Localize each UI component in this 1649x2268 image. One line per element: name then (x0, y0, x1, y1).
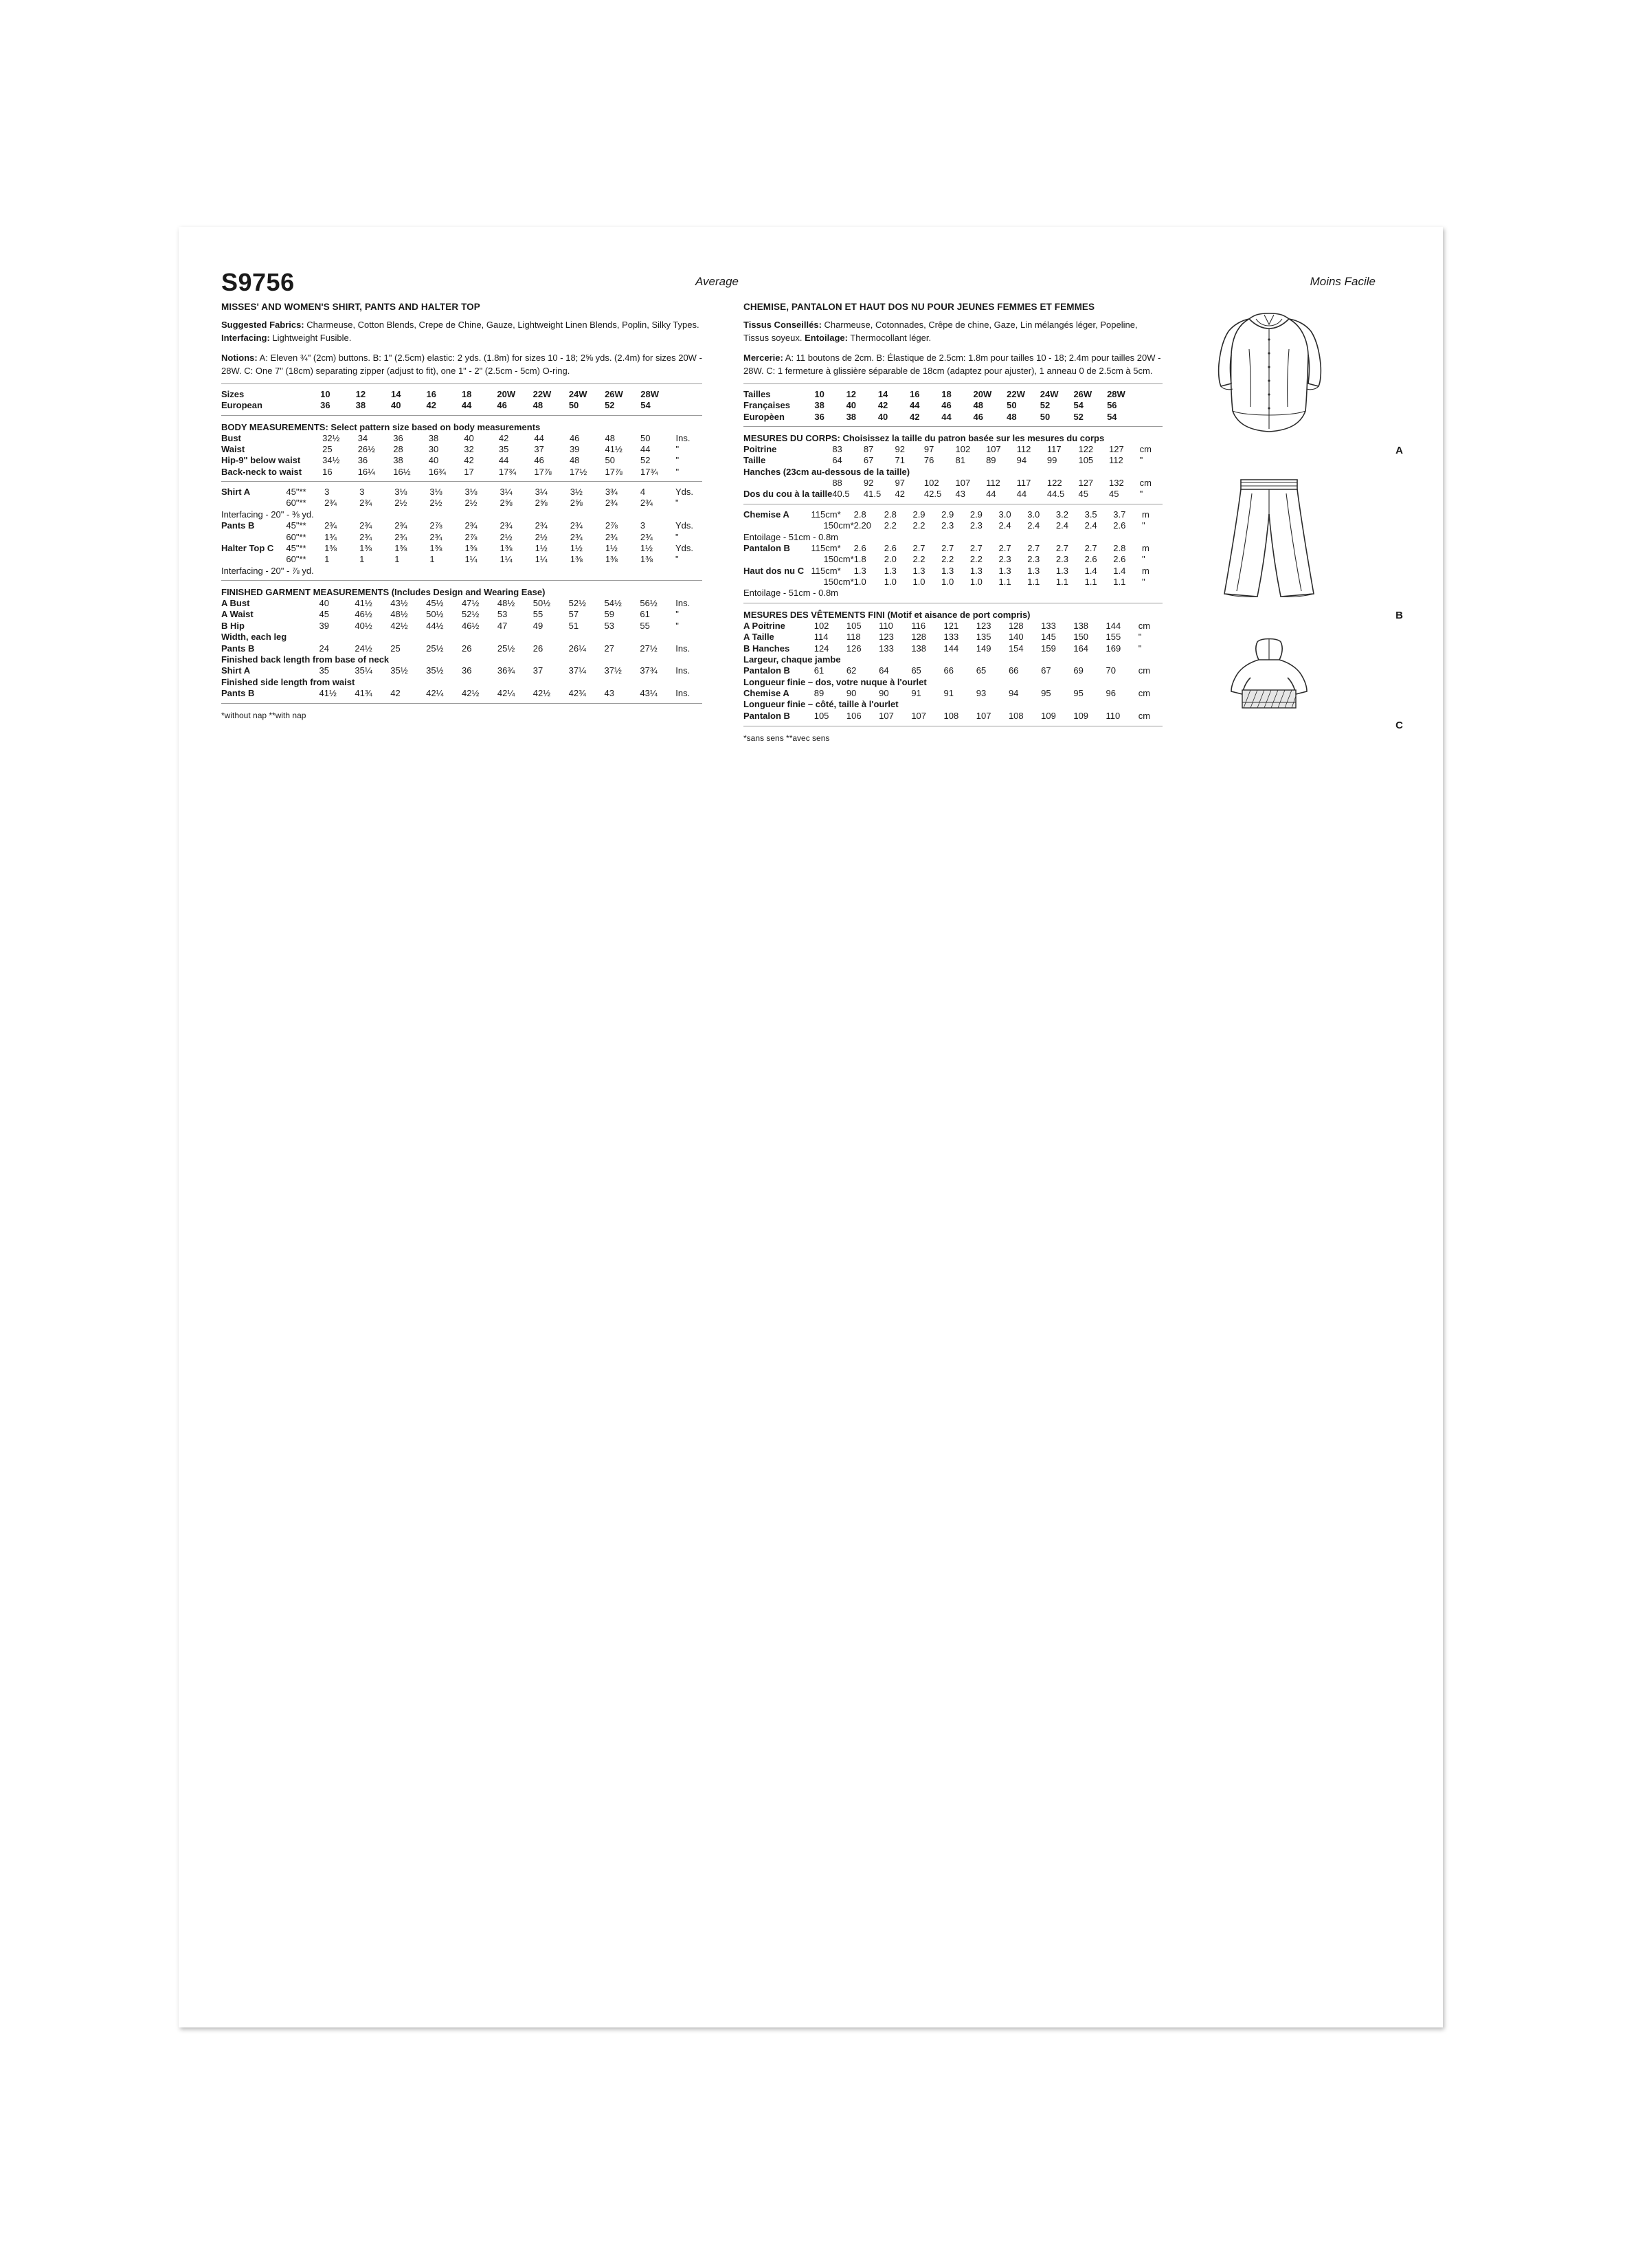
size-cell: 22W (532, 388, 552, 399)
french-column (743, 301, 1163, 743)
table-row: Hip-9" below waist 34½ 36 38 40 42 44 46 48 50 52 " (221, 455, 680, 466)
size-cell: 14 (391, 388, 401, 399)
view-a-label: A (1395, 445, 1403, 456)
english-column (221, 301, 702, 720)
row-label: Chemise A (743, 509, 789, 520)
europeen-label: Europèen (743, 411, 785, 422)
notions-label: Notions: (221, 352, 258, 363)
row-label: Hanches (23cm au-dessous de la taille) (743, 466, 910, 477)
fabric-width: 150cm* (823, 520, 854, 531)
row-label: Chemise A (743, 688, 789, 699)
row-label: Pants B (221, 520, 255, 531)
fabric-width: 115cm* (811, 565, 841, 576)
size-cell: 36 (320, 400, 330, 411)
interfacing-note: Interfacing - 20" - ⅜ yd. (221, 509, 314, 520)
table-row (221, 632, 702, 643)
table-row: Taille 64 67 71 76 81 89 94 99 105 112 " (743, 455, 1143, 466)
table-row (221, 654, 702, 665)
table-row (221, 388, 702, 399)
english-fabrics (221, 318, 702, 344)
table-row (743, 676, 1163, 687)
row-label: Largeur, chaque jambe (743, 654, 841, 665)
table-row: B Hip 39 40½ 42½ 44½ 46½ 47 49 51 53 55 " (221, 620, 679, 631)
row-label: Finished back length from base of neck (221, 654, 390, 665)
size-cell: 16 (426, 388, 436, 399)
difficulty-english: Average (695, 275, 739, 288)
table-row: Chemise A 115cm* 2.8 2.8 2.9 2.9 2.9 3.0 3.0 3.2 3.5 3.7 m (743, 509, 1149, 520)
size-cell: 46 (497, 400, 507, 411)
size-cell: 18 (461, 388, 472, 399)
table-row: Shirt A 35 35¼ 35½ 35½ 36 36¾ 37 37¼ 37½ 37¾ Ins. (221, 665, 691, 676)
pattern-envelope-back (179, 227, 1443, 2027)
fabric-width: 150cm* (823, 554, 854, 565)
row-label (743, 554, 811, 565)
french-body-table (743, 443, 1163, 500)
row-label: Poitrine (743, 443, 777, 454)
table-row (743, 531, 1163, 542)
fabric-width: 60"** (286, 531, 306, 542)
interfacing-note-fr: Entoilage - 51cm - 0.8m (743, 531, 839, 542)
size-cell: 50 (568, 400, 579, 411)
french-footnote: *sans sens **avec sens (743, 733, 830, 743)
french-title: CHEMISE, PANTALON ET HAUT DOS NU POUR JEUNES FEMMES ET FEMMES (743, 302, 1095, 312)
french-finished-table (743, 620, 1163, 721)
table-row: Waist 25 26½ 28 30 32 35 37 39 41½ 44 " (221, 443, 680, 454)
line-art-column (1183, 301, 1403, 734)
table-row: 150cm* 2.20 2.2 2.2 2.3 2.3 2.4 2.4 2.4 2.4 2.6 " (743, 520, 1163, 531)
table-row (743, 466, 1163, 477)
size-cell: 26W (605, 388, 623, 399)
table-row: A Bust 40 41½ 43½ 45½ 47½ 48½ 50½ 52½ 54½ 56½ Ins. (221, 598, 691, 609)
row-label: A Bust (221, 598, 250, 609)
row-label: Finished side length from waist (221, 676, 355, 687)
size-cell: 42 (426, 400, 436, 411)
view-b-figure (1183, 466, 1403, 624)
table-row: Pantalon B 61 62 64 65 66 65 66 67 69 70 cm (743, 665, 1151, 676)
table-row: Pantalon B 115cm* 2.6 2.6 2.7 2.7 2.7 2.7 2.7 2.7 2.7 2.8 m (743, 542, 1149, 553)
english-finished-table (221, 597, 702, 698)
table-row: 150cm* 1.8 2.0 2.2 2.2 2.2 2.3 2.3 2.3 2.6 2.6 " (743, 554, 1163, 565)
table-row: Haut dos nu C 115cm* 1.3 1.3 1.3 1.3 1.3 1.3 1.3 1.3 1.4 1.4 m (743, 565, 1149, 576)
row-label: Back-neck to waist (221, 466, 302, 477)
shirt-line-art (1183, 301, 1355, 449)
header (221, 268, 1403, 301)
pattern-number: S9756 (221, 268, 295, 296)
table-row: Chemise A 89 90 90 91 91 93 94 95 95 96 cm (743, 688, 1151, 699)
row-label: B Hip (221, 620, 245, 631)
row-label (743, 477, 832, 488)
table-row: Poitrine 83 87 92 97 102 107 112 117 122 127 cm (743, 443, 1152, 454)
fabric-width: 115cm* (811, 542, 841, 553)
row-label: Pantalon B (743, 665, 790, 676)
row-label: A Taille (743, 632, 774, 643)
fabrics-text-fr: Charmeuse, Cotonnades, Crêpe de chine, Gaze, Lin mélangés léger, Popeline, Tissus soyeux. (743, 320, 1138, 344)
notions-text: A: Eleven ¾" (2cm) buttons. B: 1" (2.5cm) elastic: 2 yds. (1.8m) for sizes 10 - 18; 2⅝ yds. (2.4m) for sizes 20W - 28W. C: One 7" (18cm) separating zipper (adjust to fit), one 1" - 2" (2.5cm - 5cm) O-ring. (221, 352, 702, 376)
fabric-width: 60"** (286, 498, 306, 509)
table-row: Pantalon B 105 106 107 107 108 107 108 109 109 110 cm (743, 710, 1151, 721)
size-cell: 12 (355, 388, 366, 399)
row-label: Longueur finie – côté, taille à l'ourlet (743, 699, 899, 710)
fabric-width: 45"** (286, 542, 306, 553)
interfacing-text-fr: Thermocollant léger. (847, 333, 932, 344)
size-cell: 38 (355, 400, 366, 411)
table-row: Pants B 41½ 41¾ 42 42¼ 42½ 42¼ 42½ 42¾ 43 43¼ Ins. (221, 688, 691, 699)
francaises-label: Françaises (743, 400, 790, 411)
table-row: Françaises 38 40 42 44 46 48 50 52 54 56 (743, 400, 1117, 411)
table-row (221, 565, 702, 576)
row-label: Longueur finie – dos, votre nuque à l'ourlet (743, 676, 927, 687)
table-row (221, 676, 702, 687)
table-row: Pants B 24 24½ 25 25½ 26 25½ 26 26¼ 27 27½ Ins. (221, 643, 691, 654)
row-label (221, 531, 286, 542)
english-body-table (221, 432, 702, 478)
french-yardage-table (743, 509, 1163, 599)
table-row: Shirt A 45"** 3 3 3⅛ 3⅛ 3⅛ 3¼ 3¼ 3½ 3¾ 4 Yds. (221, 487, 694, 498)
table-row (743, 654, 1163, 665)
fabrics-label-fr: Tissus Conseillés: (743, 320, 822, 331)
row-label: A Waist (221, 609, 254, 620)
interfacing-note-fr: Entoilage - 51cm - 0.8m (743, 588, 839, 599)
interfacing-label-fr: Entoilage: (805, 333, 848, 344)
french-body-heading: MESURES DU CORPS: Choisissez la taille du patron basée sur les mesures du corps (743, 433, 1105, 444)
row-label (743, 520, 811, 531)
view-c-figure (1183, 631, 1403, 734)
notions-text-fr: A: 11 boutons de 2cm. B: Élastique de 2.5cm: 1.8m pour tailles 10 - 18; 2.4m pour tailles 20W - 28W. C: 1 fermeture à glissière séparable de 18cm (adaptez pour ajuster), 1 anneau 0 de 2.5cm à 5cm. (743, 352, 1161, 376)
english-footnote: *without nap **with nap (221, 710, 306, 720)
size-cell: 44 (461, 400, 472, 411)
table-row: Pants B 45"** 2¾ 2¾ 2¾ 2⅞ 2¾ 2¾ 2¾ 2¾ 2⅞ 3 Yds. (221, 520, 694, 531)
english-finished-heading: FINISHED GARMENT MEASUREMENTS (Includes Design and Wearing Ease) (221, 587, 546, 598)
fabrics-label: Suggested Fabrics: (221, 320, 304, 331)
fabric-width: 115cm* (811, 509, 841, 520)
table-row: 60"** 1 1 1 1 1¼ 1¼ 1¼ 1⅜ 1⅜ 1⅜ " (221, 554, 702, 565)
interfacing-note: Interfacing - 20" - ⅞ yd. (221, 565, 314, 576)
table-row (221, 400, 702, 411)
view-c-label: C (1395, 720, 1403, 731)
interfacing-text: Lightweight Fusible. (269, 333, 352, 344)
english-notions (221, 351, 702, 377)
size-cell: 48 (532, 400, 543, 411)
row-label: Haut dos nu C (743, 565, 805, 576)
difficulty-french: Moins Facile (1310, 275, 1376, 288)
notions-label-fr: Mercerie: (743, 352, 783, 363)
sizes-label-fr: Tailles (743, 388, 771, 399)
fabric-width: 150cm* (823, 577, 854, 588)
english-yardage-table (221, 486, 702, 576)
size-cell: 54 (640, 400, 651, 411)
fabrics-text: Charmeuse, Cotton Blends, Crepe de Chine, Gauze, Lightweight Linen Blends, Poplin, Silky Types. (304, 320, 699, 331)
french-sizes-table (743, 388, 1163, 422)
interfacing-label: Interfacing: (221, 333, 270, 344)
row-label: Taille (743, 455, 766, 466)
table-row (743, 699, 1163, 710)
halter-top-line-art (1183, 631, 1355, 727)
row-label: Width, each leg (221, 632, 287, 643)
table-row (221, 509, 702, 520)
view-a-figure (1183, 301, 1403, 459)
row-label: Waist (221, 443, 245, 454)
row-label (221, 554, 286, 565)
table-row: Europèen 36 38 40 42 44 46 48 50 52 54 (743, 411, 1117, 422)
pants-line-art (1183, 466, 1355, 614)
row-label (743, 576, 811, 587)
table-row: A Taille 114 118 123 128 133 135 140 145 150 155 " (743, 632, 1142, 643)
row-label: Pantalon B (743, 542, 790, 553)
french-fabrics (743, 318, 1163, 344)
size-cell: 24W (568, 388, 587, 399)
table-row: A Waist 45 46½ 48½ 50½ 52½ 53 55 57 59 61 " (221, 609, 679, 620)
table-row: A Poitrine 102 105 110 116 121 123 128 133 138 144 cm (743, 620, 1151, 631)
french-notions (743, 351, 1163, 377)
row-label: Hip-9" below waist (221, 455, 301, 466)
size-cell: 20W (497, 388, 516, 399)
row-label: Pants B (221, 643, 255, 654)
row-label: A Poitrine (743, 620, 785, 631)
row-label: Bust (221, 432, 241, 443)
row-label: Shirt A (221, 487, 251, 498)
table-row: 60"** 2¾ 2¾ 2½ 2½ 2½ 2⅝ 2⅝ 2⅝ 2¾ 2¾ " (221, 498, 702, 509)
table-row: 88 92 97 102 107 112 117 122 127 132 cm (743, 477, 1163, 488)
fabric-width: 60"** (286, 554, 306, 565)
size-cell: 28W (640, 388, 660, 399)
size-cell: 10 (320, 388, 330, 399)
french-finished-heading: MESURES DES VÊTEMENTS FINI (Motif et aisance de port compris) (743, 610, 1031, 621)
size-cell: 52 (605, 400, 615, 411)
table-row (743, 588, 1163, 599)
table-row: B Hanches 124 126 133 138 144 149 154 159 164 169 " (743, 643, 1142, 654)
table-row: 60"** 1¾ 2¾ 2¾ 2¾ 2⅞ 2½ 2½ 2¾ 2¾ 2¾ " (221, 531, 702, 542)
row-label: B Hanches (743, 643, 790, 654)
row-label: Pantalon B (743, 710, 790, 721)
row-label: Halter Top C (221, 542, 274, 553)
table-row: Bust 32½ 34 36 38 40 42 44 46 48 50 Ins. (221, 432, 691, 443)
english-body-heading: BODY MEASUREMENTS: Select pattern size based on body measurements (221, 421, 541, 432)
row-label: Shirt A (221, 665, 251, 676)
row-label: Dos du cou à la taille (743, 489, 833, 500)
view-b-label: B (1395, 610, 1403, 621)
table-row: Halter Top C 45"** 1⅜ 1⅜ 1⅜ 1⅜ 1⅜ 1⅜ 1½ 1½ 1½ 1½ Yds. (221, 542, 694, 553)
european-label: European (221, 400, 262, 411)
english-title: MISSES' AND WOMEN'S SHIRT, PANTS AND HALTER TOP (221, 302, 480, 312)
table-row: Back-neck to waist 16 16¼ 16½ 16¾ 17 17¾ 17⅞ 17½ 17⅞ 17¾ " (221, 466, 680, 477)
table-row: Dos du cou à la taille 40.5 41.5 42 42.5 43 44 44 44.5 45 45 " (743, 489, 1143, 500)
english-sizes-table (221, 388, 702, 411)
sizes-label: Sizes (221, 388, 245, 399)
fabric-width: 45"** (286, 520, 306, 531)
table-row: Tailles 10 12 14 16 18 20W 22W 24W 26W 28W (743, 388, 1125, 399)
size-cell: 40 (391, 400, 401, 411)
fabric-width: 45"** (286, 487, 306, 498)
row-label (221, 498, 286, 509)
table-row: 150cm* 1.0 1.0 1.0 1.0 1.0 1.1 1.1 1.1 1.1 1.1 " (743, 576, 1163, 587)
row-label: Pants B (221, 688, 255, 699)
